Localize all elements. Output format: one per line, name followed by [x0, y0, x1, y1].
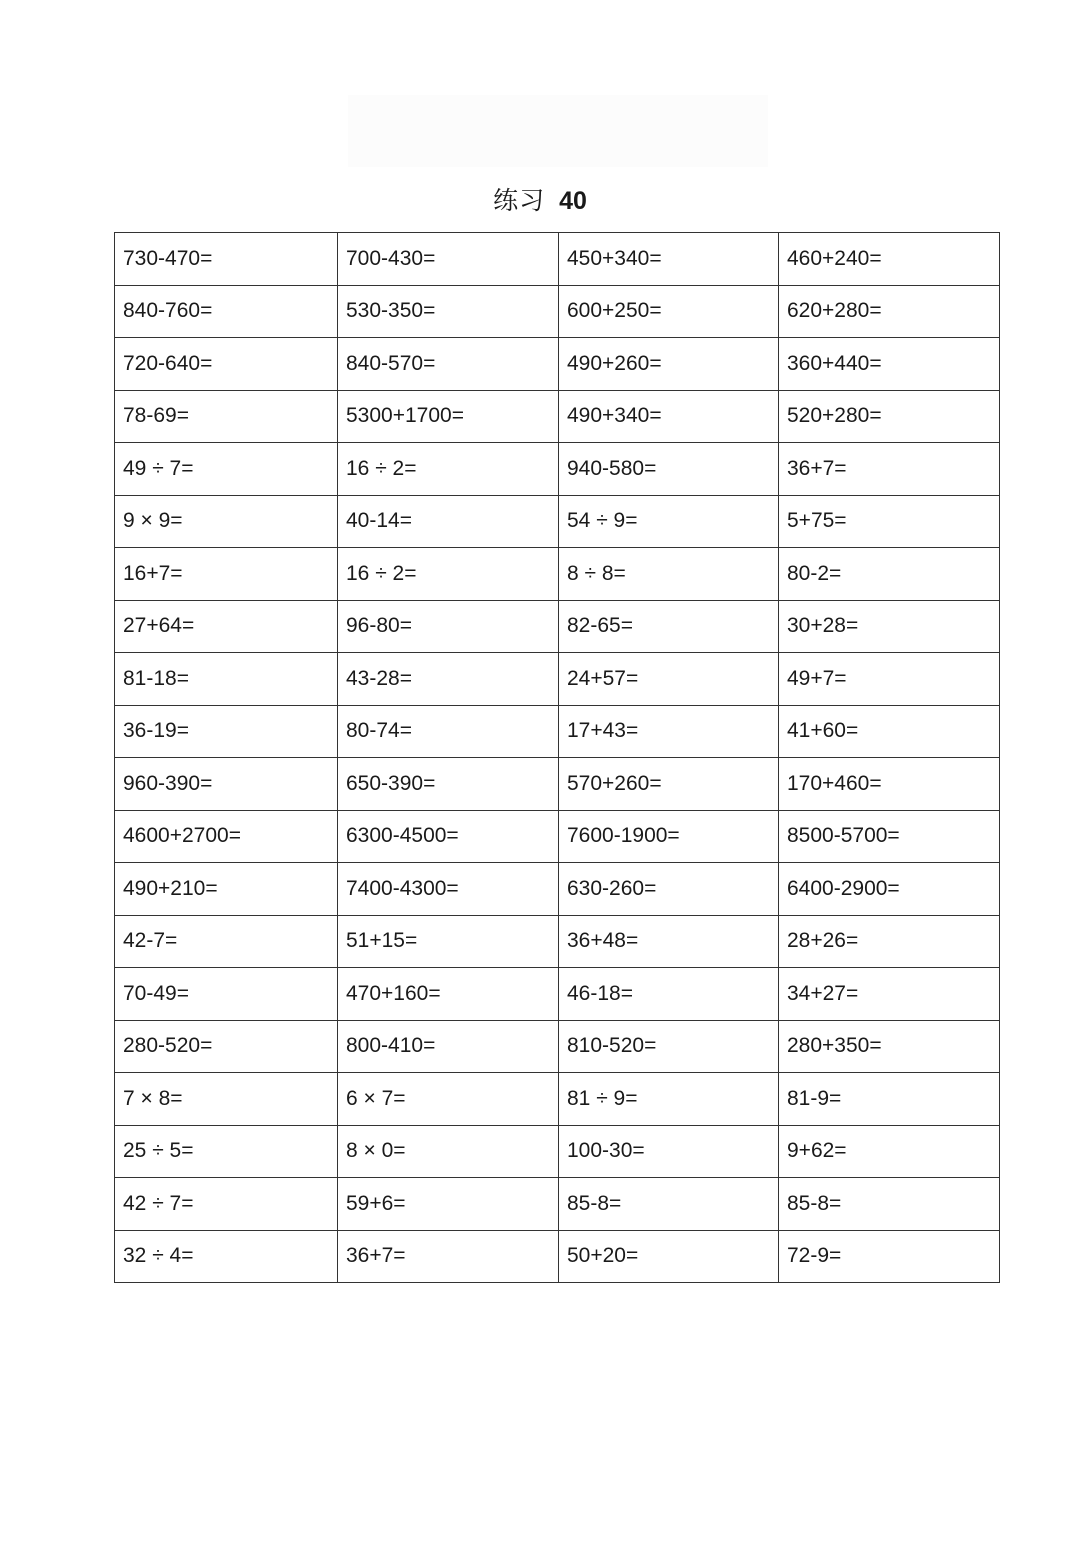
table-row	[115, 653, 1000, 706]
table-row	[115, 1178, 1000, 1231]
problem-cell: 9 × 9=	[115, 495, 338, 548]
problem-cell: 51+15=	[338, 915, 559, 968]
problem-cell: 42 ÷ 7=	[115, 1178, 338, 1231]
problem-cell: 4600+2700=	[115, 810, 338, 863]
problem-cell: 43-28=	[338, 653, 559, 706]
problem-cell: 470+160=	[338, 968, 559, 1021]
problem-cell: 81-18=	[115, 653, 338, 706]
problem-cell: 720-640=	[115, 338, 338, 391]
table-row	[115, 600, 1000, 653]
problem-cell: 280-520=	[115, 1020, 338, 1073]
problem-cell: 54 ÷ 9=	[559, 495, 779, 548]
problem-cell: 960-390=	[115, 758, 338, 811]
table-row	[115, 1230, 1000, 1283]
problem-cell: 600+250=	[559, 285, 779, 338]
problem-cell: 32 ÷ 4=	[115, 1230, 338, 1283]
table-row	[115, 1020, 1000, 1073]
table-row	[115, 1073, 1000, 1126]
table-row	[115, 968, 1000, 1021]
problem-cell: 49 ÷ 7=	[115, 443, 338, 496]
table-row	[115, 705, 1000, 758]
problem-cell: 80-74=	[338, 705, 559, 758]
problem-cell: 7400-4300=	[338, 863, 559, 916]
problem-cell: 25 ÷ 5=	[115, 1125, 338, 1178]
problem-cell: 36-19=	[115, 705, 338, 758]
problem-cell: 36+7=	[338, 1230, 559, 1283]
table-row	[115, 810, 1000, 863]
table-row	[115, 1125, 1000, 1178]
table-row	[115, 390, 1000, 443]
problem-cell: 490+340=	[559, 390, 779, 443]
problem-cell: 520+280=	[779, 390, 1000, 443]
problem-cell: 85-8=	[779, 1178, 1000, 1231]
problem-cell: 28+26=	[779, 915, 1000, 968]
problem-cell: 810-520=	[559, 1020, 779, 1073]
problem-cell: 17+43=	[559, 705, 779, 758]
problem-cell: 570+260=	[559, 758, 779, 811]
problem-cell: 5300+1700=	[338, 390, 559, 443]
problem-cell: 490+260=	[559, 338, 779, 391]
problem-cell: 40-14=	[338, 495, 559, 548]
table-row	[115, 548, 1000, 601]
table-row	[115, 285, 1000, 338]
table-row	[115, 915, 1000, 968]
problem-cell: 36+7=	[779, 443, 1000, 496]
problem-cell: 81 ÷ 9=	[559, 1073, 779, 1126]
problem-cell: 46-18=	[559, 968, 779, 1021]
problem-cell: 630-260=	[559, 863, 779, 916]
problem-cell: 27+64=	[115, 600, 338, 653]
problem-cell: 85-8=	[559, 1178, 779, 1231]
table-row	[115, 758, 1000, 811]
table-row	[115, 443, 1000, 496]
problem-cell: 34+27=	[779, 968, 1000, 1021]
table-row	[115, 863, 1000, 916]
problem-cell: 72-9=	[779, 1230, 1000, 1283]
problem-cell: 840-760=	[115, 285, 338, 338]
problem-cell: 82-65=	[559, 600, 779, 653]
problem-cell: 16 ÷ 2=	[338, 443, 559, 496]
problem-cell: 6400-2900=	[779, 863, 1000, 916]
problem-cell: 42-7=	[115, 915, 338, 968]
problem-table-body	[115, 233, 1000, 1283]
problem-cell: 620+280=	[779, 285, 1000, 338]
title-label: 练习	[493, 186, 546, 215]
problem-cell: 6 × 7=	[338, 1073, 559, 1126]
problem-cell: 24+57=	[559, 653, 779, 706]
problem-cell: 50+20=	[559, 1230, 779, 1283]
title-number: 40	[559, 187, 587, 215]
problem-cell: 5+75=	[779, 495, 1000, 548]
problem-cell: 530-350=	[338, 285, 559, 338]
problem-cell: 78-69=	[115, 390, 338, 443]
problem-cell: 96-80=	[338, 600, 559, 653]
problem-cell: 730-470=	[115, 233, 338, 286]
problem-cell: 490+210=	[115, 863, 338, 916]
problem-cell: 450+340=	[559, 233, 779, 286]
problem-cell: 30+28=	[779, 600, 1000, 653]
problem-cell: 49+7=	[779, 653, 1000, 706]
problem-table	[114, 232, 1000, 1283]
problem-cell: 360+440=	[779, 338, 1000, 391]
problem-cell: 170+460=	[779, 758, 1000, 811]
problem-cell: 41+60=	[779, 705, 1000, 758]
problem-cell: 80-2=	[779, 548, 1000, 601]
problem-cell: 840-570=	[338, 338, 559, 391]
problem-cell: 280+350=	[779, 1020, 1000, 1073]
problem-cell: 100-30=	[559, 1125, 779, 1178]
problem-cell: 7 × 8=	[115, 1073, 338, 1126]
problem-cell: 700-430=	[338, 233, 559, 286]
problem-cell: 8500-5700=	[779, 810, 1000, 863]
problem-cell: 6300-4500=	[338, 810, 559, 863]
table-row	[115, 338, 1000, 391]
problem-cell: 16+7=	[115, 548, 338, 601]
page-title	[0, 184, 1080, 218]
problem-cell: 59+6=	[338, 1178, 559, 1231]
problem-cell: 81-9=	[779, 1073, 1000, 1126]
problem-cell: 8 ÷ 8=	[559, 548, 779, 601]
table-row	[115, 495, 1000, 548]
faint-header-area	[348, 95, 768, 167]
problem-cell: 650-390=	[338, 758, 559, 811]
problem-cell: 460+240=	[779, 233, 1000, 286]
problem-cell: 940-580=	[559, 443, 779, 496]
problem-cell: 16 ÷ 2=	[338, 548, 559, 601]
problem-cell: 8 × 0=	[338, 1125, 559, 1178]
problem-cell: 36+48=	[559, 915, 779, 968]
problem-cell: 9+62=	[779, 1125, 1000, 1178]
problem-cell: 70-49=	[115, 968, 338, 1021]
problem-cell: 800-410=	[338, 1020, 559, 1073]
problem-cell: 7600-1900=	[559, 810, 779, 863]
table-row	[115, 233, 1000, 286]
